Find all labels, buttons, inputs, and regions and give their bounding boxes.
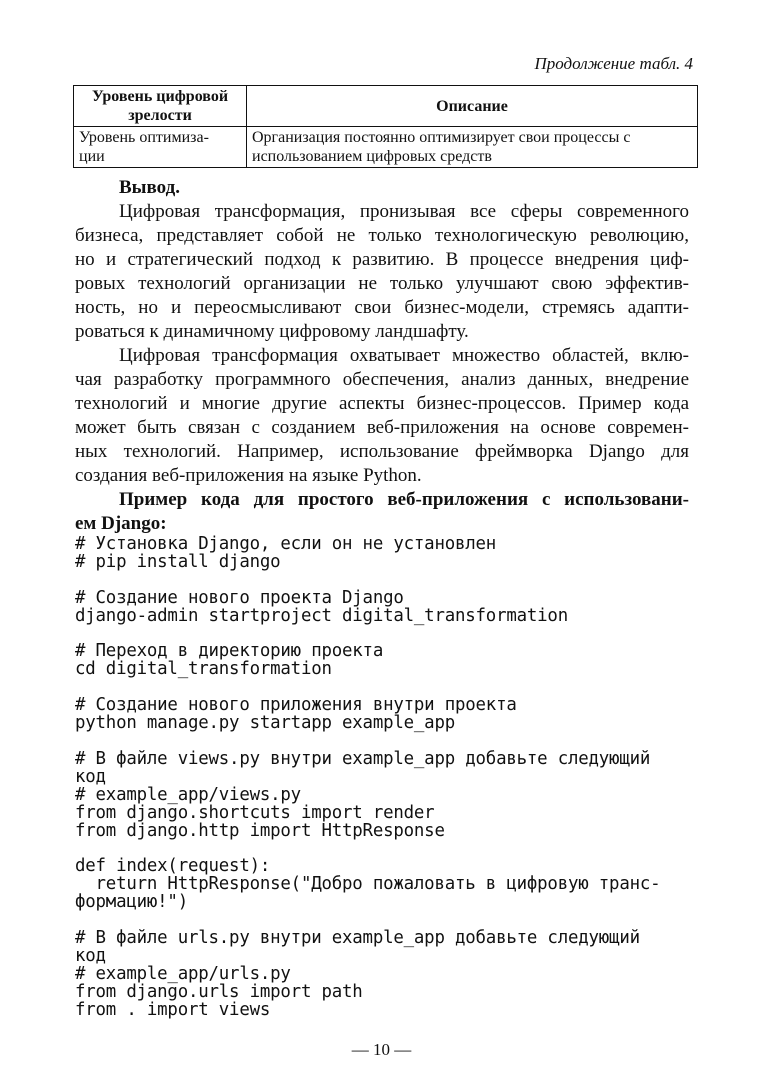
code-heading-line: Пример кода для простого веб-приложения с использовани- [119, 489, 689, 510]
cell-level [74, 127, 247, 168]
maturity-table [73, 85, 698, 168]
header-text: Уровень цифровой [91, 88, 229, 105]
paragraph-line: ровых технологий организации не только улучшают свою эффектив- [75, 273, 689, 294]
cell-text: Организация постоянно оптимизирует свои процессы с [252, 129, 631, 146]
header-cell-level [74, 86, 247, 127]
table-caption: Продолжение табл. 4 [534, 54, 693, 73]
cell-description [247, 127, 698, 168]
paragraph-line: Цифровая трансформация, пронизывая все сферы современного [119, 201, 689, 222]
paragraph-line: Цифровая трансформация охватывает множество областей, вклю- [119, 345, 689, 366]
cell-text: Уровень оптимиза- [79, 129, 209, 146]
paragraph-line: ных технологий. Например, использование фреймворка Django для [75, 441, 689, 462]
paragraph-line: чая разработку программного обеспечения, анализ данных, внедрение [75, 369, 689, 390]
paragraph-line: технологий и многие другие аспекты бизнес-процессов. Пример кода [75, 393, 689, 414]
code-heading-line: ем Django: [75, 513, 167, 534]
code-block: # Установка Django, если он не установлен # pip install django # Создание нового проекта Django django-admin startproject digital_transformation # Переход в директорию проекта cd digital_transformation # Создание нового приложения внутри проекта python manage.py startapp example_app # В файле views.py внутри example_app добавьте следующий код # example_app/views.py from django.shortcuts import render from django.http import HttpResponse def index(request): return HttpResponse("Добро пожаловать в цифровую транс- формацию!") # В файле urls.py внутри example_app добавьте следующий код # example_app/urls.py from django.urls import path from . import views [75, 534, 661, 1020]
page-number: — 10 — [351, 1040, 412, 1059]
paragraph-line: создания веб-приложения на языке Python. [75, 465, 422, 486]
table-row [74, 127, 698, 168]
paragraph-line: роваться к динамичному цифровому ландшафту. [75, 321, 469, 342]
paragraph-line: бизнеса, представляет собой не только технологическую революцию, [75, 225, 689, 246]
cell-text: ции [79, 148, 105, 165]
paragraph-line: ность, но и переосмысливают свои бизнес-модели, стремясь адапти- [75, 297, 689, 318]
header-cell-description: Описание [247, 86, 698, 127]
paragraph-line: может быть связан с созданием веб-приложения на основе современ- [75, 417, 689, 438]
body-text [75, 176, 689, 536]
header-text: зрелости [128, 107, 192, 124]
cell-text: использованием цифровых средств [252, 148, 492, 165]
table-header-row [74, 86, 698, 127]
conclusion-heading: Вывод. [119, 177, 180, 198]
paragraph-line: но и стратегический подход к развитию. В процессе внедрения циф- [75, 249, 689, 270]
